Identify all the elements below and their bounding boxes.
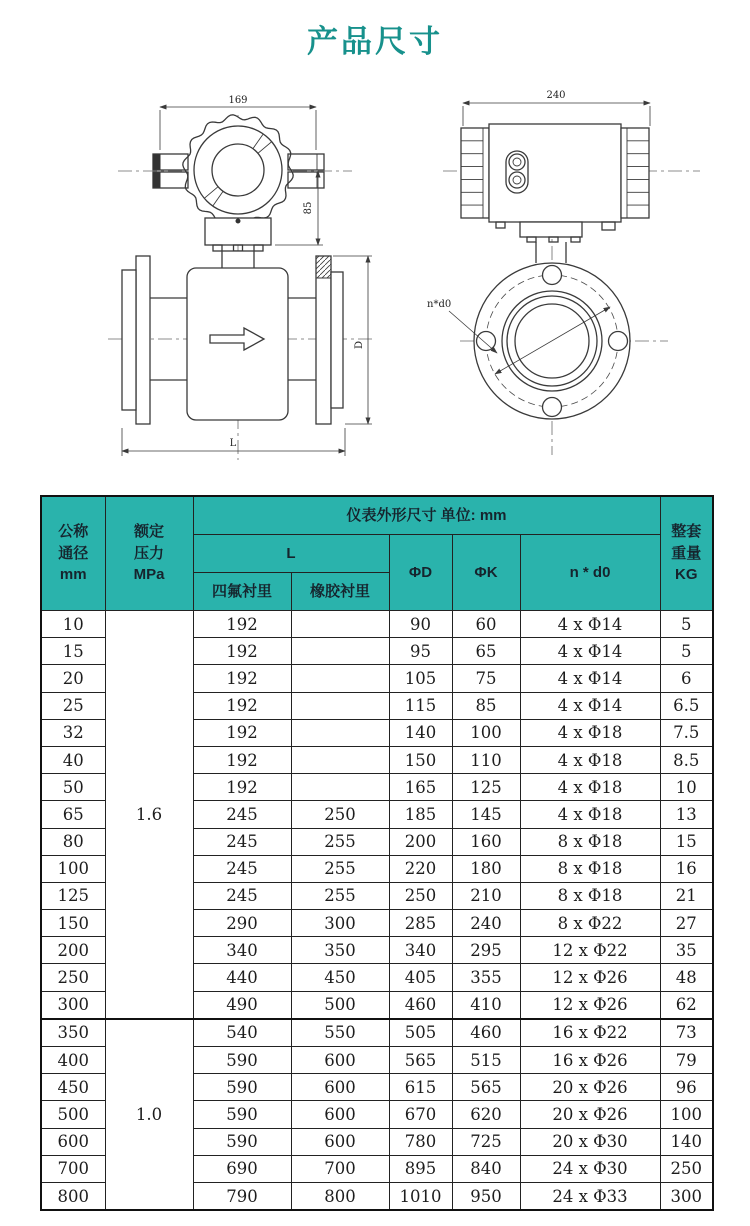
header-L: L — [193, 535, 389, 573]
cell: 90 — [389, 611, 452, 638]
cell: 192 — [193, 665, 291, 692]
cell: 16 — [660, 855, 713, 882]
cell: 600 — [291, 1128, 389, 1155]
cell: 590 — [193, 1101, 291, 1128]
cell: 210 — [452, 882, 520, 909]
bolt-hole-bottom — [543, 398, 562, 417]
cell: 540 — [193, 1019, 291, 1047]
cell — [291, 665, 389, 692]
cell: 590 — [193, 1074, 291, 1101]
cell: 35 — [660, 937, 713, 964]
cell: 15 — [660, 828, 713, 855]
cell: 355 — [452, 964, 520, 991]
cell: 5 — [660, 611, 713, 638]
bolt-hole-top — [543, 266, 562, 285]
table-body — [41, 611, 713, 1211]
cell: 140 — [389, 719, 452, 746]
dim-85-label: 85 — [303, 201, 314, 215]
cell: 20 x Φ26 — [520, 1101, 660, 1128]
header-n-d0: n * d0 — [520, 535, 660, 611]
cell: 165 — [389, 774, 452, 801]
cell-pressure: 1.0 — [105, 1019, 193, 1210]
cell: 192 — [193, 638, 291, 665]
cell-dn: 150 — [41, 910, 105, 937]
cell-dn: 350 — [41, 1019, 105, 1047]
cell: 13 — [660, 801, 713, 828]
cell: 670 — [389, 1101, 452, 1128]
cell — [291, 719, 389, 746]
cell: 440 — [193, 964, 291, 991]
cell — [291, 611, 389, 638]
cell-dn: 400 — [41, 1047, 105, 1074]
cell-dn: 700 — [41, 1155, 105, 1182]
cell: 250 — [660, 1155, 713, 1182]
cell: 350 — [291, 937, 389, 964]
cell: 4 x Φ14 — [520, 638, 660, 665]
cell: 85 — [452, 692, 520, 719]
cell: 505 — [389, 1019, 452, 1047]
cell: 20 x Φ26 — [520, 1074, 660, 1101]
header-total-weight — [660, 496, 713, 611]
header-rubber-lining: 橡胶衬里 — [291, 573, 389, 611]
cell: 21 — [660, 882, 713, 909]
cell: 12 x Φ26 — [520, 964, 660, 991]
cell: 410 — [452, 991, 520, 1019]
cell-dn: 80 — [41, 828, 105, 855]
cell: 8 x Φ18 — [520, 882, 660, 909]
cell: 600 — [291, 1047, 389, 1074]
cell-dn: 800 — [41, 1182, 105, 1210]
cell: 75 — [452, 665, 520, 692]
table-row — [41, 1019, 713, 1047]
cell — [291, 692, 389, 719]
cell: 65 — [452, 638, 520, 665]
cell: 48 — [660, 964, 713, 991]
cell: 460 — [389, 991, 452, 1019]
cell: 185 — [389, 801, 452, 828]
cell: 16 x Φ26 — [520, 1047, 660, 1074]
cell: 500 — [291, 991, 389, 1019]
cell: 27 — [660, 910, 713, 937]
cell: 100 — [660, 1101, 713, 1128]
cell: 192 — [193, 746, 291, 773]
cell: 60 — [452, 611, 520, 638]
cell: 250 — [389, 882, 452, 909]
cell: 600 — [291, 1074, 389, 1101]
cell-dn: 25 — [41, 692, 105, 719]
header-nominal-diameter — [41, 496, 105, 611]
header-line: 重量 — [671, 544, 702, 562]
cell: 4 x Φ14 — [520, 692, 660, 719]
cell: 79 — [660, 1047, 713, 1074]
cell: 192 — [193, 692, 291, 719]
cell-dn: 10 — [41, 611, 105, 638]
cell — [291, 638, 389, 665]
cell: 4 x Φ14 — [520, 611, 660, 638]
header-line: MPa — [133, 566, 165, 584]
cell: 73 — [660, 1019, 713, 1047]
cell: 450 — [291, 964, 389, 991]
cell: 24 x Φ30 — [520, 1155, 660, 1182]
cell: 600 — [291, 1101, 389, 1128]
cell: 105 — [389, 665, 452, 692]
cell-dn: 20 — [41, 665, 105, 692]
bolt-holes-label: n*d0 — [427, 299, 452, 310]
cell: 140 — [660, 1128, 713, 1155]
cell: 285 — [389, 910, 452, 937]
cell-dn: 125 — [41, 882, 105, 909]
cell: 590 — [193, 1128, 291, 1155]
cell: 110 — [452, 746, 520, 773]
cell: 16 x Φ22 — [520, 1019, 660, 1047]
cell: 565 — [452, 1074, 520, 1101]
table-row — [41, 611, 713, 638]
cell: 780 — [389, 1128, 452, 1155]
front-view-drawing — [95, 85, 435, 487]
cell: 895 — [389, 1155, 452, 1182]
header-phiD: ΦD — [389, 535, 452, 611]
cell: 4 x Φ18 — [520, 719, 660, 746]
cell: 7.5 — [660, 719, 713, 746]
cell-dn: 32 — [41, 719, 105, 746]
cell: 200 — [389, 828, 452, 855]
cell: 115 — [389, 692, 452, 719]
cell: 95 — [389, 638, 452, 665]
cell: 4 x Φ18 — [520, 774, 660, 801]
cell: 220 — [389, 855, 452, 882]
dim-L-label: L — [229, 438, 237, 449]
cell: 405 — [389, 964, 452, 991]
cell-dn: 300 — [41, 991, 105, 1019]
cell: 62 — [660, 991, 713, 1019]
cell: 245 — [193, 855, 291, 882]
spec-table-section — [40, 495, 714, 1211]
cell: 340 — [389, 937, 452, 964]
cell: 6 — [660, 665, 713, 692]
cell: 245 — [193, 882, 291, 909]
cell: 515 — [452, 1047, 520, 1074]
cell-dn: 450 — [41, 1074, 105, 1101]
cell: 615 — [389, 1074, 452, 1101]
dim-D-label: D — [354, 340, 365, 350]
cell: 150 — [389, 746, 452, 773]
cell — [291, 746, 389, 773]
cell-dn: 600 — [41, 1128, 105, 1155]
cell: 950 — [452, 1182, 520, 1210]
cell: 8 x Φ18 — [520, 855, 660, 882]
header-outline-dimensions: 仪表外形尺寸 单位: mm — [193, 496, 660, 535]
cell: 125 — [452, 774, 520, 801]
bolt-hole-left — [477, 332, 496, 351]
cell: 192 — [193, 774, 291, 801]
cell-dn: 40 — [41, 746, 105, 773]
cell: 100 — [452, 719, 520, 746]
converter-head-ring — [183, 115, 293, 225]
bolt-hole-right — [609, 332, 628, 351]
cell: 192 — [193, 611, 291, 638]
header-line: 通径 — [58, 544, 89, 562]
cell-dn: 250 — [41, 964, 105, 991]
cell-dn: 500 — [41, 1101, 105, 1128]
product-dimensions-table — [40, 495, 714, 1211]
header-ptfe-lining: 四氟衬里 — [193, 573, 291, 611]
table-header — [41, 496, 713, 611]
side-view-drawing — [425, 85, 750, 487]
cell: 255 — [291, 882, 389, 909]
cell: 840 — [452, 1155, 520, 1182]
header-line: 压力 — [133, 544, 164, 562]
cell: 240 — [452, 910, 520, 937]
cell: 255 — [291, 828, 389, 855]
header-line: 公称 — [58, 522, 89, 540]
cell: 12 x Φ26 — [520, 991, 660, 1019]
cell: 24 x Φ33 — [520, 1182, 660, 1210]
cell: 192 — [193, 719, 291, 746]
cell: 460 — [452, 1019, 520, 1047]
cell: 620 — [452, 1101, 520, 1128]
cell: 295 — [452, 937, 520, 964]
cell: 550 — [291, 1019, 389, 1047]
cell: 590 — [193, 1047, 291, 1074]
cell: 290 — [193, 910, 291, 937]
cell: 490 — [193, 991, 291, 1019]
cell: 250 — [291, 801, 389, 828]
cell: 690 — [193, 1155, 291, 1182]
cell: 565 — [389, 1047, 452, 1074]
cell: 300 — [291, 910, 389, 937]
cell: 700 — [291, 1155, 389, 1182]
cell: 1010 — [389, 1182, 452, 1210]
cell: 790 — [193, 1182, 291, 1210]
cell: 245 — [193, 828, 291, 855]
header-rated-pressure — [105, 496, 193, 611]
cell: 800 — [291, 1182, 389, 1210]
cell: 255 — [291, 855, 389, 882]
cell-dn: 65 — [41, 801, 105, 828]
cell-dn: 100 — [41, 855, 105, 882]
cell: 4 x Φ18 — [520, 746, 660, 773]
cell: 5 — [660, 638, 713, 665]
cell: 20 x Φ30 — [520, 1128, 660, 1155]
header-phiK: ΦK — [452, 535, 520, 611]
cell-dn: 15 — [41, 638, 105, 665]
cell: 8 x Φ22 — [520, 910, 660, 937]
cell: 12 x Φ22 — [520, 937, 660, 964]
header-line: KG — [675, 566, 698, 584]
cell — [291, 774, 389, 801]
cell: 4 x Φ18 — [520, 801, 660, 828]
cell: 180 — [452, 855, 520, 882]
cell: 8.5 — [660, 746, 713, 773]
cell-pressure: 1.6 — [105, 611, 193, 1019]
dim-169-label: 169 — [228, 95, 248, 106]
cell: 725 — [452, 1128, 520, 1155]
dim-240-label: 240 — [546, 90, 566, 101]
header-line: 额定 — [133, 522, 164, 540]
cell: 145 — [452, 801, 520, 828]
cell-dn: 200 — [41, 937, 105, 964]
cell: 300 — [660, 1182, 713, 1210]
header-line: mm — [59, 566, 87, 584]
cell: 10 — [660, 774, 713, 801]
cell: 340 — [193, 937, 291, 964]
cell-dn: 50 — [41, 774, 105, 801]
cell: 245 — [193, 801, 291, 828]
cell: 4 x Φ14 — [520, 665, 660, 692]
cell: 160 — [452, 828, 520, 855]
header-line: 整套 — [671, 522, 702, 540]
cell: 96 — [660, 1074, 713, 1101]
page-title: 产品尺寸 — [307, 24, 443, 59]
cell: 8 x Φ18 — [520, 828, 660, 855]
cell: 6.5 — [660, 692, 713, 719]
